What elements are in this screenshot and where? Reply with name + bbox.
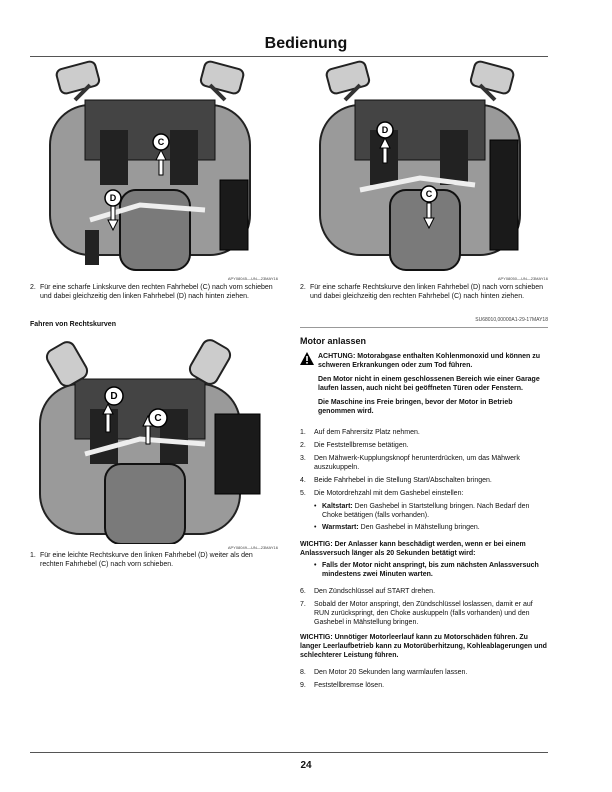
header-rule bbox=[30, 56, 548, 57]
callout-c: C bbox=[154, 413, 162, 424]
figure-right-turn-slight bbox=[30, 334, 278, 544]
steps-list-a bbox=[300, 428, 548, 532]
callout-d: D bbox=[110, 391, 118, 402]
list-item: 9. Feststellbremse lösen. bbox=[300, 682, 385, 689]
figure-right-turn-sharp bbox=[300, 60, 548, 272]
important-note-1: WICHTIG: Der Anlasser kann beschädigt werden, wenn er bei einem Anlassversuch länger als 20 Sekunden betätigt wird: • Falls der Motor nicht anspringt, bis zum nächsten Anlassversuch mindestens zwei Minuten warten. bbox=[300, 541, 539, 578]
step-right-sharp-right-turn: 2. Für eine scharfe Rechtskurve den linken Fahrhebel (D) nach vorn schieben und dabei gleichzeitig den rechten Fahrhebel (C) nach hinten ziehen. bbox=[300, 284, 544, 300]
bullet-item: • Warmstart: Den Gashebel in Mähstellung bringen. bbox=[314, 524, 480, 531]
bullet-item: • Kaltstart: Den Gashebel in Startstellung bringen. Nach Bedarf den Choke betätigen (falls vorhanden). bbox=[314, 503, 530, 519]
caution-text-3: Die Maschine ins Freie bringen, bevor der Motor in Betrieb genommen wird. bbox=[318, 399, 513, 415]
callout-c: C bbox=[425, 189, 433, 199]
callout-d: D bbox=[381, 125, 389, 135]
important-note-2: WICHTIG: Unnötiger Motorleerlauf kann zu Motorschäden führen. Zu langer Leerlaufbetrieb kann zu Motorüberhitzung, Kohleablagerungen und schlechterer Leistung führen. bbox=[300, 634, 547, 659]
page-number: 24 bbox=[300, 760, 312, 771]
mower-illustration-1 bbox=[30, 60, 278, 272]
figure-code: APY08050—UN—23MAY16 bbox=[497, 276, 548, 281]
warning-triangle-icon bbox=[300, 352, 314, 365]
footer-rule bbox=[30, 752, 548, 753]
step-left-slight-right-turn: 1. Für eine leichte Rechtskurve den linken Fahrhebel (D) weiter als den rechten Fahrhebel (C) nach vorn schieben. bbox=[30, 552, 253, 568]
callout-d: D bbox=[109, 193, 117, 203]
list-item: 8. Den Motor 20 Sekunden lang warmlaufen lassen. bbox=[300, 669, 468, 676]
mower-illustration-2 bbox=[300, 60, 548, 272]
list-item: 7. Sobald der Motor anspringt, den Zündschlüssel loslassen, damit er auf RUN zurückspringt, den Choke auskuppeln (falls vorhanden) und den Gashebel in Mähstellung bringen. bbox=[300, 601, 533, 626]
mower-illustration-3 bbox=[30, 334, 278, 544]
list-item: 5. Die Motordrehzahl mit dem Gashebel einstellen: bbox=[300, 490, 464, 497]
caution-text-2: Den Motor nicht in einem geschlossenen Bereich wie einer Garage laufen lassen, auch nicht bei geöffneten Türen oder Fenstern. bbox=[318, 376, 540, 392]
steps-list-b bbox=[300, 587, 548, 627]
section-rule bbox=[300, 327, 548, 328]
subheading-right-turns: Fahren von Rechtskurven bbox=[30, 321, 116, 328]
steps-list-c bbox=[300, 668, 548, 690]
figure-code: APY08049—UN—23MAY16 bbox=[227, 545, 278, 550]
caution-block bbox=[300, 352, 548, 416]
section-heading: Motor anlassen bbox=[300, 336, 367, 346]
figure-left-turn bbox=[30, 60, 278, 272]
start-engine-section bbox=[300, 336, 548, 694]
callout-c: C bbox=[157, 137, 165, 147]
list-item: 2. Die Feststellbremse betätigen. bbox=[300, 442, 409, 449]
page-title: Bedienung bbox=[264, 35, 348, 52]
list-item: 3. Den Mähwerk-Kupplungsknopf herunterdrücken, um das Mähwerk auszukuppeln. bbox=[300, 455, 520, 471]
list-item: 4. Beide Fahrhebel in die Stellung Start/Abschalten bringen. bbox=[300, 477, 492, 484]
ref-code: SU68010,00000A1-29-17MAY18 bbox=[475, 317, 548, 323]
figure-code: APY08045—UN—23MAY16 bbox=[227, 276, 278, 281]
caution-text-1: ACHTUNG: Motorabgase enthalten Kohlenmonoxid und können zu schweren Erkrankungen oder zum Tod führen. bbox=[318, 353, 541, 369]
step-left-sharp-left-turn: 2. Für eine scharfe Linkskurve den rechten Fahrhebel (C) nach vorn schieben und dabei gleichzeitig den linken Fahrhebel (D) nach hinten ziehen. bbox=[30, 284, 273, 300]
list-item: 1. Auf dem Fahrersitz Platz nehmen. bbox=[300, 429, 420, 436]
list-item: 6. Den Zündschlüssel auf START drehen. bbox=[300, 588, 436, 595]
